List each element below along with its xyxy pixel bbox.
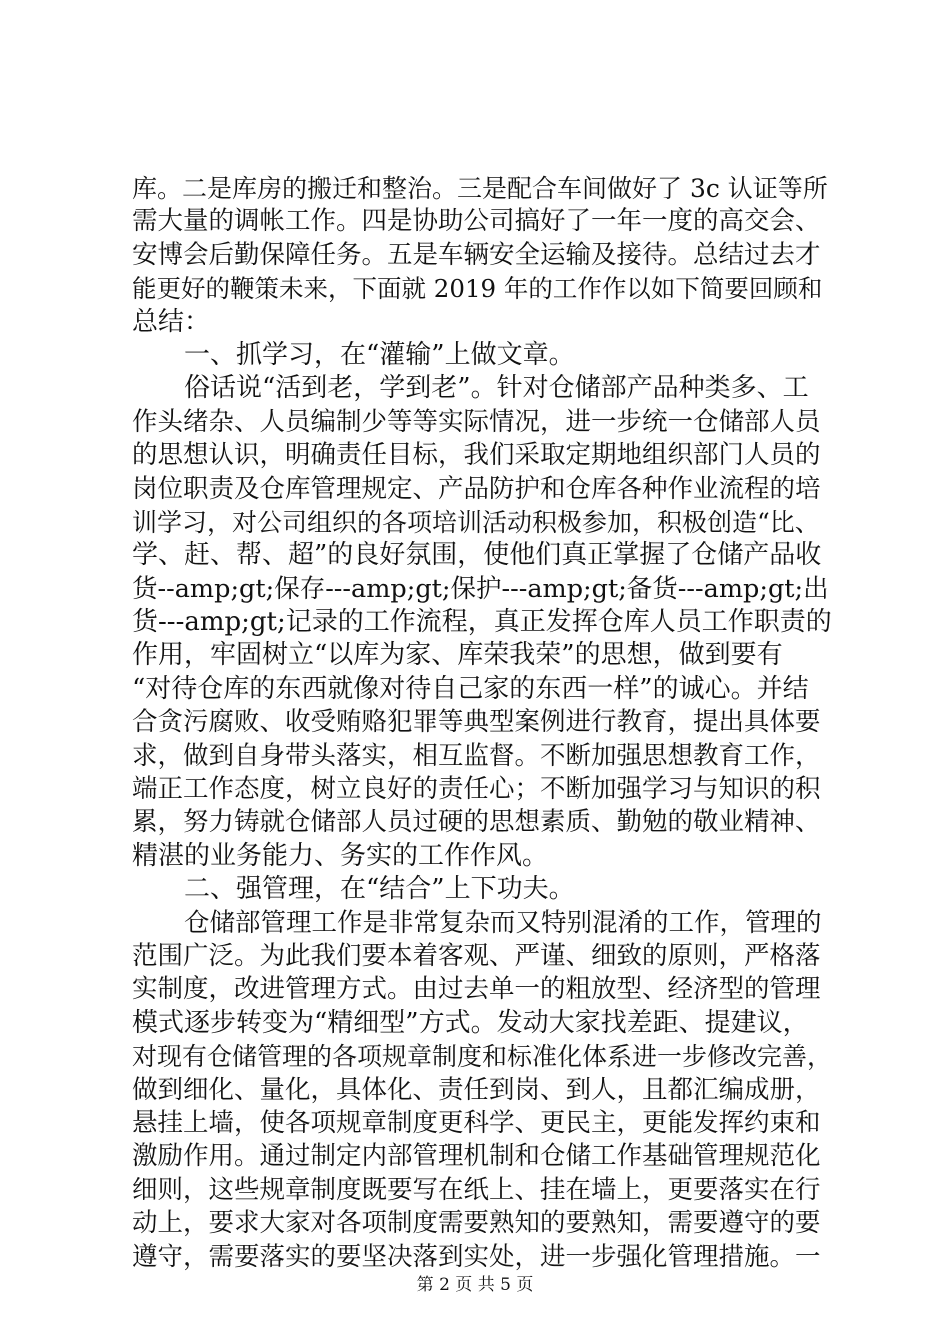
- text-line: 仓储部管理工作是非常复杂而又特别混淆的工作，管理的: [184, 907, 822, 938]
- text-line: 需大量的调帐工作。四是协助公司搞好了一年一度的高交会、: [132, 206, 821, 237]
- text-line: 悬挂上墙，使各项规章制度更科学、更民主，更能发挥约束和: [132, 1107, 821, 1138]
- text-line: 模式逐步转变为“精细型”方式。发动大家找差距、提建议，: [132, 1007, 809, 1038]
- text-line: 激励作用。通过制定内部管理机制和仓储工作基础管理规范化: [132, 1141, 821, 1172]
- text-line: 端正工作态度，树立良好的责任心；不断加强学习与知识的积: [132, 774, 821, 805]
- text-line: 做到细化、量化，具体化、责任到岗、到人，且都汇编成册，: [132, 1074, 821, 1105]
- text-line: 能更好的鞭策未来，下面就 2019 年的工作作以如下简要回顾和: [132, 274, 823, 304]
- text-line: 作头绪杂、人员编制少等等实际情况，进一步统一仓储部人员: [132, 406, 821, 437]
- text-line: 训学习，对公司组织的各项培训活动积极参加，积极创造“比、: [132, 507, 820, 537]
- page-footer: 第 2 页 共 5 页: [416, 1275, 534, 1295]
- text-line: 作用，牢固树立“以库为家、库荣我荣”的思想，做到要有: [132, 640, 783, 671]
- text-line: “对待仓库的东西就像对待自己家的东西一样”的诚心。并结: [132, 673, 809, 704]
- text-line: 总结：: [132, 306, 211, 337]
- text-line: 范围广泛。为此我们要本着客观、严谨、细致的原则，严格落: [132, 940, 821, 971]
- text-line: 安博会后勤保障任务。五是车辆安全运输及接待。总结过去才: [132, 239, 821, 270]
- text-line: 的思想认识，明确责任目标，我们采取定期地组织部门人员的: [132, 440, 821, 471]
- section-heading: 一、抓学习，在“灌输”上做文章。: [184, 339, 575, 370]
- text-line: 库。二是库房的搬迁和整治。三是配合车间做好了 3c 认证等所: [132, 174, 828, 203]
- document-body: [132, 172, 832, 1274]
- text-line: 动上，要求大家对各项制度需要熟知的要熟知，需要遵守的要: [132, 1208, 821, 1239]
- text-line: 货---amp;gt;记录的工作流程，真正发挥仓库人员工作职责的: [132, 607, 832, 638]
- text-line: 遵守，需要落实的要坚决落到实处，进一步强化管理措施。一: [132, 1241, 821, 1272]
- text-line: 岗位职责及仓库管理规定、产品防护和仓库各种作业流程的培: [132, 473, 821, 504]
- text-line: 合贪污腐败、收受贿赂犯罪等典型案例进行教育，提出具体要: [132, 707, 821, 738]
- text-line: 俗话说“活到老，学到老”。针对仓储部产品种类多、工: [184, 373, 809, 404]
- text-line: 实制度，改进管理方式。由过去单一的粗放型、经济型的管理: [132, 974, 821, 1005]
- text-line: 精湛的业务能力、务实的工作作风。: [132, 840, 549, 871]
- text-line: 货--amp;gt;保存---amp;gt;保护---amp;gt;备货---amp;gt;出: [132, 573, 829, 604]
- text-line: 细则，这些规章制度既要写在纸上、挂在墙上，更要落实在行: [132, 1174, 821, 1205]
- text-line: 求，做到自身带头落实，相互监督。不断加强思想教育工作，: [132, 740, 821, 771]
- text-line: 累，努力铸就仓储部人员过硬的思想素质、勤勉的敬业精神、: [132, 807, 821, 838]
- text-line: 学、赶、帮、超”的良好氛围，使他们真正掌握了仓储产品收: [132, 540, 822, 571]
- text-line: 对现有仓储管理的各项规章制度和标准化体系进一步修改完善，: [132, 1042, 833, 1072]
- section-heading: 二、强管理，在“结合”上下功夫。: [184, 874, 575, 905]
